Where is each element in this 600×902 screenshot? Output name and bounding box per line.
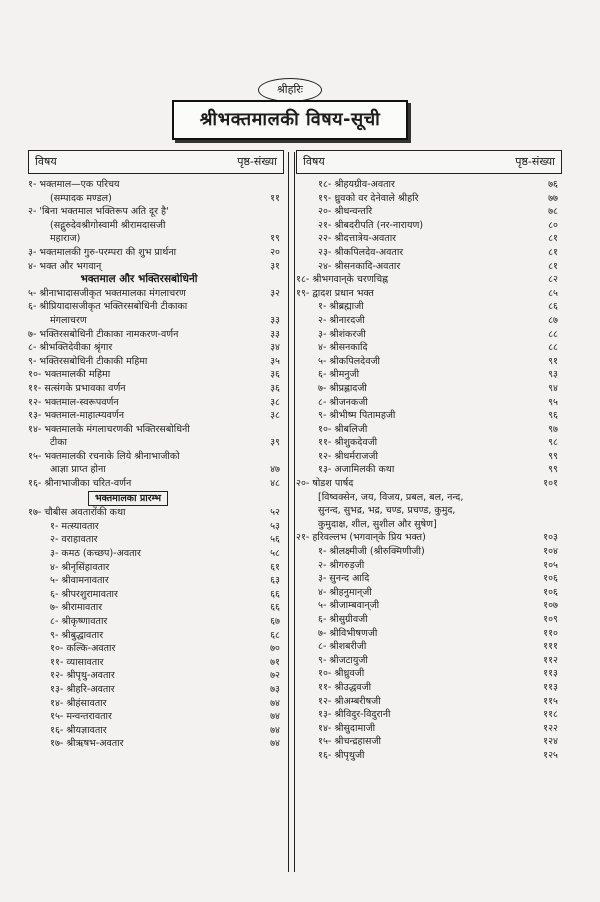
entry-title: २०- षोडश पार्षद — [296, 478, 354, 490]
entry-title: भक्तमाल और भक्तिरसबोधिनी — [80, 273, 198, 286]
entry-page-number: ९५ — [548, 396, 558, 408]
entry-page-number: ८८ — [548, 328, 558, 340]
column-divider — [288, 152, 295, 872]
entry-title: १७- श्रीऋषभ-अवतार — [50, 738, 124, 750]
entry-page-number: ७४ — [270, 697, 280, 709]
toc-entry — [296, 518, 562, 532]
entry-title: [विष्वक्सेन, जय, विजय, प्रबल, बल, नन्द, — [318, 491, 464, 503]
entry-title: ११- श्रीउद्धवजी — [318, 681, 372, 693]
entry-title: १३- श्रीविदुर-विदुरानी — [318, 709, 391, 721]
entry-title: १९- ध्रुवको वर देनेवाले श्रीहरि — [318, 192, 419, 204]
toc-entry — [296, 681, 562, 695]
entry-title: ३- सुनन्द आदि — [318, 573, 370, 585]
entry-title: १- मत्स्यावतार — [50, 520, 99, 532]
entry-title: ३- भक्तमालकी गुरु-परम्परा की शुभ प्रार्थना — [28, 246, 177, 258]
toc-entry — [296, 436, 562, 450]
toc-entry — [296, 423, 562, 437]
toc-entry — [28, 328, 284, 342]
entry-title: ११- सत्संगके प्रभावका वर्णन — [28, 382, 126, 394]
toc-entry — [28, 409, 284, 423]
entry-page-number: १०१ — [543, 478, 558, 490]
entry-title: ७- श्रीरामावतार — [50, 602, 103, 614]
toc-entry — [28, 423, 284, 437]
toc-entry — [28, 683, 284, 697]
toc-entry — [28, 314, 284, 328]
toc-entry — [296, 531, 562, 545]
entry-title: ४- श्रीसनकादि — [318, 342, 368, 354]
toc-entry — [28, 491, 284, 507]
entry-title: ७- भक्तिरसबोधिनी टीकाका नामकरण-वर्णन — [28, 328, 179, 340]
entry-page-number: ८८ — [548, 342, 558, 354]
entry-page-number: ९७ — [548, 423, 558, 435]
entry-title: ८- श्रीजनकजी — [318, 396, 368, 408]
entry-page-number: १०६ — [543, 573, 558, 585]
entry-page-number: ६८ — [270, 629, 280, 641]
section-heading-box: भक्तमालका प्रारम्भ — [88, 491, 168, 507]
toc-entry — [296, 613, 562, 627]
entry-page-number: १११ — [543, 641, 558, 653]
toc-entry — [296, 232, 562, 246]
right-column-header — [296, 150, 562, 174]
entry-title: ६- श्रीमनुजी — [318, 369, 360, 381]
toc-entry — [296, 722, 562, 736]
right-column — [296, 150, 562, 763]
toc-entry — [296, 192, 562, 206]
entry-page-number: ७४ — [270, 738, 280, 750]
toc-entry — [28, 629, 284, 643]
entry-title: ११- व्यासावतार — [50, 656, 104, 668]
toc-entry — [28, 520, 284, 534]
entry-page-number: ३३ — [270, 314, 280, 326]
toc-entry — [296, 287, 562, 301]
page-number-header: पृष्ठ-संख्या — [237, 155, 277, 168]
entry-page-number: १२४ — [543, 736, 558, 748]
entry-page-number: ८१ — [548, 260, 558, 272]
entry-page-number: ९८ — [548, 437, 558, 449]
entry-page-number: ४८ — [270, 478, 280, 490]
entry-page-number: ५२ — [270, 507, 280, 519]
toc-entry — [296, 314, 562, 328]
toc-entry — [296, 246, 562, 260]
entry-page-number: ४७ — [270, 464, 280, 476]
entry-page-number: ६६ — [270, 602, 280, 614]
subject-header: विषय — [35, 155, 57, 168]
entry-title — [28, 491, 256, 507]
entry-page-number: १०४ — [543, 546, 558, 558]
entry-page-number: ८६ — [548, 301, 558, 313]
entry-title: आज्ञा प्राप्त होना — [50, 464, 106, 476]
entry-page-number: ९६ — [548, 410, 558, 422]
entry-title: ३- कमठ (कच्छप)-अवतार — [50, 548, 141, 560]
toc-entry — [28, 601, 284, 615]
toc-entry — [296, 491, 562, 505]
toc-entry — [28, 396, 284, 410]
left-column-header — [28, 150, 284, 174]
toc-entry — [28, 300, 284, 314]
entry-title: १- भक्तमाल—एक परिचय — [28, 179, 120, 190]
entry-title: ५- श्रीजाम्बवान्‌जी — [318, 600, 380, 612]
entry-title: १५- श्रीचन्द्रहासजी — [318, 736, 381, 748]
toc-entry — [296, 599, 562, 613]
entry-page-number: १०६ — [543, 586, 558, 598]
toc-entry — [296, 708, 562, 722]
entry-title: १३- श्रीहरि-अवतार — [50, 683, 115, 695]
entry-title: ९- श्रीबुद्धावतार — [50, 629, 104, 641]
toc-entry — [296, 260, 562, 274]
entry-page-number: ३९ — [270, 437, 280, 449]
entry-title: १२- श्रीधर्मराजजी — [318, 450, 378, 462]
right-entries — [296, 178, 562, 763]
entry-page-number: ६७ — [270, 616, 280, 627]
entry-page-number: ७३ — [270, 683, 280, 695]
entry-page-number: ८७ — [548, 314, 558, 326]
toc-entry — [296, 178, 562, 192]
toc-entry — [296, 328, 562, 342]
toc-entry — [28, 260, 284, 274]
entry-title: महाराज) — [50, 233, 81, 245]
entry-title: २४- श्रीसनकादि-अवतार — [318, 260, 401, 272]
toc-entry — [296, 341, 562, 355]
entry-page-number: ७० — [270, 643, 280, 655]
entry-page-number: ३६ — [270, 369, 280, 381]
left-entries — [28, 178, 284, 751]
entry-page-number: ३४ — [270, 342, 280, 354]
toc-entry — [28, 533, 284, 547]
entry-title: (सम्पादक मण्डल) — [50, 192, 112, 204]
entry-title: कुमुदाक्ष, शील, सुशील और सुषेण] — [318, 518, 437, 530]
entry-title: १२- भक्तमाल-स्वरूपवर्णन — [28, 396, 119, 408]
entry-page-number: ९९ — [548, 450, 558, 462]
entry-page-number: ६३ — [270, 575, 280, 587]
toc-entry — [296, 735, 562, 749]
entry-page-number: १०३ — [543, 532, 558, 544]
entry-page-number: ३५ — [270, 355, 280, 367]
entry-page-number: ३२ — [270, 287, 280, 299]
entry-title: ३- श्रीशंकरजी — [318, 328, 366, 340]
toc-entry — [28, 642, 284, 656]
toc-entry — [28, 574, 284, 588]
toc-entry — [28, 436, 284, 450]
page-number-header: पृष्ठ-संख्या — [515, 155, 555, 168]
entry-title: १६- श्रीनाभाजीका चरित-वर्णन — [28, 478, 132, 490]
entry-title: १५- भक्तमालकी रचनाके लिये श्रीनाभाजीको — [28, 450, 180, 462]
toc-entry — [296, 545, 562, 559]
entry-title: ६- श्रीसुग्रीवजी — [318, 614, 368, 625]
toc-entry — [28, 178, 284, 192]
entry-title: ११- श्रीशुकदेवजी — [318, 437, 378, 449]
toc-entry — [28, 669, 284, 683]
entry-title: ५- श्रीवामनावतार — [50, 575, 109, 587]
toc-entry — [296, 450, 562, 464]
entry-title: ५- श्रीकपिलदेवजी — [318, 355, 381, 367]
entry-page-number: १०५ — [543, 559, 558, 571]
entry-page-number: ३६ — [270, 382, 280, 394]
toc-entry — [28, 737, 284, 751]
entry-page-number: ७४ — [270, 711, 280, 723]
toc-entry — [296, 300, 562, 314]
entry-title: १४- श्रीसुदामाजी — [318, 722, 376, 734]
toc-entry — [296, 355, 562, 369]
entry-title: ८- श्रीभक्तिदेवीका श्रृंगार — [28, 342, 113, 354]
entry-title: १४- श्रीहंसावतार — [50, 697, 107, 709]
toc-entry — [28, 710, 284, 724]
toc-entry — [296, 477, 562, 491]
entry-title: ७- श्रीविभीषणजी — [318, 627, 378, 639]
entry-page-number: १२५ — [543, 749, 558, 761]
toc-entry — [296, 504, 562, 518]
toc-entry — [296, 559, 562, 573]
entry-page-number: ९९ — [548, 464, 558, 476]
entry-title: २- श्रीनारदजी — [318, 314, 365, 326]
entry-page-number: ७४ — [270, 724, 280, 736]
toc-entry — [296, 749, 562, 763]
entry-title: १२- श्रीपृथु-अवतार — [50, 670, 115, 682]
entry-title: १२- श्रीअम्बरीषजी — [318, 695, 381, 707]
entry-title: ५- श्रीनाभादासजीकृत भक्तमालका मंगलाचरण — [28, 287, 186, 299]
entry-page-number: १०९ — [543, 614, 558, 625]
toc-entry — [28, 382, 284, 396]
entry-page-number: ३३ — [270, 328, 280, 340]
entry-page-number: ७७ — [548, 192, 558, 204]
entry-page-number: ५३ — [270, 520, 280, 532]
toc-entry — [296, 368, 562, 382]
entry-title: २२- श्रीदत्तात्रेय-अवतार — [318, 233, 397, 245]
entry-page-number: ३१ — [270, 260, 280, 272]
toc-entry — [28, 463, 284, 477]
entry-page-number: ११३ — [543, 681, 558, 693]
entry-page-number: ११ — [270, 192, 280, 204]
entry-title: ८- श्रीशबरीजी — [318, 641, 367, 653]
entry-title: १०- श्रीबलिजी — [318, 423, 368, 435]
toc-entry — [296, 695, 562, 709]
entry-page-number: ८० — [548, 219, 558, 231]
entry-page-number: ७२ — [270, 670, 280, 682]
entry-title: २- वराहावतार — [50, 534, 98, 546]
toc-entry — [296, 586, 562, 600]
shri-emblem: श्रीहरिः — [258, 78, 322, 102]
toc-entry — [296, 205, 562, 219]
toc-entry — [296, 396, 562, 410]
entry-page-number: ७१ — [270, 656, 280, 668]
entry-page-number: १२२ — [543, 722, 558, 734]
entry-title: १५- मन्वन्तरावतार — [50, 711, 112, 723]
entry-title: १६- श्रीयज्ञावतार — [50, 724, 107, 736]
entry-title: ९- श्रीजटायुजी — [318, 654, 368, 666]
entry-title: १७- चौबीस अवतारोंकी कथा — [28, 507, 126, 519]
entry-title: ४- श्रीहनुमान्‌जी — [318, 586, 372, 598]
entry-page-number: १९ — [270, 233, 280, 245]
entry-title: १६- श्रीपृथुजी — [318, 749, 365, 761]
entry-page-number: ११५ — [543, 695, 558, 707]
entry-page-number: २० — [270, 246, 280, 258]
toc-entry — [28, 287, 284, 301]
entry-title: मंगलाचरण — [50, 314, 87, 326]
entry-title: ६- श्रीप्रियादासजीकृत भक्तिरसबोधिनी टीकाका — [28, 301, 188, 313]
entry-title: ४- श्रीनृसिंहावतार — [50, 561, 110, 573]
entry-title: २१- श्रीबदरीपति (नर-नारायण) — [318, 219, 424, 231]
entry-title: १- श्रीब्रह्माजी — [318, 301, 364, 313]
toc-entry — [28, 219, 284, 233]
toc-entry — [296, 640, 562, 654]
entry-title: (सद्गुरुदेवश्रीगोस्वामी श्रीरामदासजी — [50, 219, 166, 231]
entry-title: ४- भक्त और भगवान् — [28, 260, 102, 272]
entry-title: ८- श्रीकृष्णावतार — [50, 616, 108, 627]
entry-title: १०- श्रीध्रुवजी — [318, 668, 365, 680]
entry-title: २१- हरिवल्लभ (भगवान्‌के प्रिय भक्त) — [296, 532, 426, 544]
entry-title: ७- श्रीप्रह्लादजी — [318, 382, 367, 394]
toc-entry — [28, 588, 284, 602]
toc-entry — [296, 273, 562, 287]
toc-entry — [296, 409, 562, 423]
left-column — [28, 150, 284, 751]
toc-entry — [28, 246, 284, 260]
entry-page-number: ९१ — [548, 355, 558, 367]
toc-entry — [296, 382, 562, 396]
toc-entry — [28, 656, 284, 670]
entry-title: ९- भक्तिरसबोधिनी टीकाकी महिमा — [28, 355, 148, 367]
toc-entry — [28, 697, 284, 711]
entry-page-number: ९४ — [548, 382, 558, 394]
entry-page-number: ९३ — [548, 369, 558, 381]
entry-title: १३- भक्तमाल-माहात्म्यवर्णन — [28, 410, 125, 422]
entry-page-number: ६१ — [270, 561, 280, 573]
toc-entry — [296, 667, 562, 681]
entry-page-number: ८५ — [548, 287, 558, 299]
entry-page-number: ५८ — [270, 548, 280, 560]
entry-page-number: ७६ — [548, 179, 558, 190]
entry-page-number: ११२ — [543, 654, 558, 666]
toc-entry — [28, 724, 284, 738]
entry-page-number: ७८ — [548, 206, 558, 218]
entry-title: १- श्रीलक्ष्मीजी (श्रीरुक्मिणीजी) — [318, 546, 425, 558]
entry-page-number: १०७ — [543, 600, 558, 612]
entry-page-number: ५६ — [270, 534, 280, 546]
entry-title: १८- श्रीहयग्रीव-अवतार — [318, 179, 395, 190]
subject-header: विषय — [303, 155, 325, 168]
entry-title: १८- श्रीभगवान्‌के चरणचिह्न — [296, 274, 389, 286]
entry-title: ९- श्रीभीष्म पितामहजी — [318, 410, 396, 422]
entry-page-number: ३८ — [270, 396, 280, 408]
toc-entry — [28, 450, 284, 464]
toc-entry — [28, 547, 284, 561]
toc-entry — [28, 615, 284, 629]
entry-title: सुनन्द, सुभद्र, भद्र, चण्ड, प्रचण्ड, कुमुद, — [318, 505, 456, 517]
entry-page-number: ८२ — [548, 274, 558, 286]
toc-entry — [28, 341, 284, 355]
entry-title: १०- भक्तमालकी महिमा — [28, 369, 111, 381]
entry-title: १९- द्वादश प्रधान भक्त — [296, 287, 374, 299]
entry-title: ६- श्रीपरशुरामावतार — [50, 588, 118, 600]
entry-page-number: ११० — [543, 627, 558, 639]
toc-entry — [28, 205, 284, 219]
entry-title: १०- कल्कि-अवतार — [50, 643, 116, 655]
page-title: श्रीभक्तमालकी विषय-सूची — [172, 100, 408, 140]
toc-entry — [28, 192, 284, 206]
toc-entry — [28, 506, 284, 520]
toc-entry — [28, 355, 284, 369]
toc-entry — [28, 477, 284, 491]
entry-page-number: ८१ — [548, 246, 558, 258]
entry-page-number: ११३ — [543, 668, 558, 680]
entry-page-number: ११८ — [543, 709, 558, 721]
toc-entry — [296, 654, 562, 668]
entry-title: टीका — [50, 437, 68, 449]
toc-entry — [296, 572, 562, 586]
entry-title: २०- श्रीधन्वन्तरि — [318, 206, 373, 218]
entry-page-number: ८१ — [548, 233, 558, 245]
entry-page-number: ३८ — [270, 410, 280, 422]
toc-entry — [296, 219, 562, 233]
toc-entry — [28, 368, 284, 382]
toc-entry — [28, 232, 284, 246]
entry-title: २- श्रीगरुड़जी — [318, 559, 365, 571]
entry-title: १४- भक्तमालके मंगलाचरणकी भक्तिरसबोधिनी — [28, 423, 190, 435]
toc-entry — [296, 627, 562, 641]
toc-entry — [28, 273, 284, 287]
entry-title: १३- अजामिलकी कथा — [318, 464, 395, 476]
toc-entry — [28, 561, 284, 575]
entry-title: २३- श्रीकपिलदेव-अवतार — [318, 246, 404, 258]
entry-title: २- 'बिना भक्तमाल भक्तिरूप अति दूर है' — [28, 206, 169, 218]
toc-entry — [296, 463, 562, 477]
entry-page-number: ६६ — [270, 588, 280, 600]
